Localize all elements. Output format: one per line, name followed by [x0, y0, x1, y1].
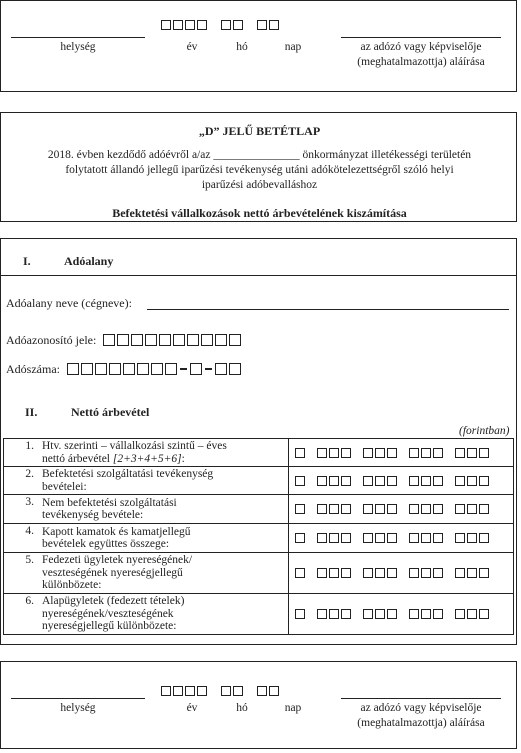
year-boxes[interactable]	[161, 16, 209, 34]
day-label: nap	[284, 41, 302, 53]
row-number: 6.	[4, 594, 41, 635]
signer-label-1: az adózó vagy képviselője	[360, 702, 482, 714]
tax-number-label: Adószáma:	[6, 362, 60, 376]
month-label: hó	[236, 41, 248, 53]
row-number: 5.	[4, 553, 41, 594]
signature-box-bottom	[0, 661, 517, 749]
table-row	[4, 495, 514, 524]
signature-line[interactable]	[341, 698, 501, 699]
date-boxes[interactable]	[161, 682, 281, 700]
year-label: év	[186, 702, 198, 714]
section1-divider	[1, 275, 516, 276]
row-label: Alapügyletek (fedezett tételek) nyereségének/veszteségének nyereségjellegű különbözete:	[40, 594, 289, 635]
year-label: év	[186, 41, 198, 53]
date-boxes[interactable]	[161, 16, 281, 34]
intro-line-1: 2018. évben kezdődő adóévről a/az _______________ önkormányzat illetékességi területén	[47, 149, 472, 161]
form-subtitle: Befektetési vállalkozások nettó árbevételének kiszámítása	[112, 206, 407, 220]
signature-box-top	[0, 0, 517, 92]
place-line[interactable]	[11, 698, 145, 699]
table-row	[4, 524, 514, 553]
table-row	[4, 594, 514, 635]
row-number: 4.	[4, 524, 41, 553]
revenue-table	[3, 438, 514, 635]
day-boxes[interactable]	[257, 16, 281, 34]
section2-number: II.	[25, 405, 38, 419]
tax-number-boxes[interactable]	[67, 360, 243, 378]
row-label: Befektetési szolgáltatási tevékenység bevételei:	[40, 467, 289, 495]
section2-title: Nettó árbevétel	[71, 405, 150, 419]
taxpayer-name-field[interactable]	[147, 309, 509, 310]
row-number: 2.	[4, 467, 41, 495]
table-row	[4, 467, 514, 495]
table-row	[4, 553, 514, 594]
amount-boxes[interactable]	[289, 524, 514, 553]
table-row	[4, 439, 514, 467]
form-title: „D” JELŰ BETÉTLAP	[198, 124, 321, 138]
signer-label-1: az adózó vagy képviselője	[360, 41, 482, 53]
amount-boxes[interactable]	[289, 594, 514, 635]
month-label: hó	[236, 702, 248, 714]
month-boxes[interactable]	[221, 16, 245, 34]
section1-title: Adóalany	[64, 254, 114, 268]
intro-line-3: iparűzési adóbevalláshoz	[201, 179, 318, 191]
day-boxes[interactable]	[257, 682, 281, 700]
tax-id-label: Adóazonosító jele:	[6, 333, 97, 347]
tax-id-boxes[interactable]	[103, 331, 243, 349]
header-box	[0, 112, 517, 222]
unit-label: (forintban)	[459, 425, 510, 437]
row-label: Htv. szerinti – vállalkozási szintű – éves nettó árbevétel [2+3+4+5+6]:	[40, 439, 289, 467]
section1-number: I.	[23, 254, 31, 268]
row-label: Fedezeti ügyletek nyereségének/ veszteségének nyereségjellegű különbözete:	[40, 553, 289, 594]
row-label: Kapott kamatok és kamatjellegű bevételek együttes összege:	[40, 524, 289, 553]
place-label: helység	[60, 702, 96, 714]
signer-label-2: (meghatalmazottja) aláírása	[357, 717, 485, 729]
day-label: nap	[284, 702, 302, 714]
row-number: 1.	[4, 439, 41, 467]
place-line[interactable]	[11, 37, 145, 38]
month-boxes[interactable]	[221, 682, 245, 700]
row-label: Nem befektetési szolgáltatási tevékenység bevétele:	[40, 495, 289, 524]
amount-boxes[interactable]	[289, 467, 514, 495]
taxpayer-name-label: Adóalany neve (cégneve):	[6, 296, 132, 310]
amount-boxes[interactable]	[289, 495, 514, 524]
amount-boxes[interactable]	[289, 553, 514, 594]
amount-boxes[interactable]	[289, 439, 514, 467]
year-boxes[interactable]	[161, 682, 209, 700]
intro-line-2: folytatott állandó jellegű iparűzési tevékenység utáni adókötelezettségről szóló helyi	[65, 164, 454, 176]
place-label: helység	[60, 41, 96, 53]
signer-label-2: (meghatalmazottja) aláírása	[357, 56, 485, 68]
signature-line[interactable]	[341, 37, 501, 38]
row-number: 3.	[4, 495, 41, 524]
